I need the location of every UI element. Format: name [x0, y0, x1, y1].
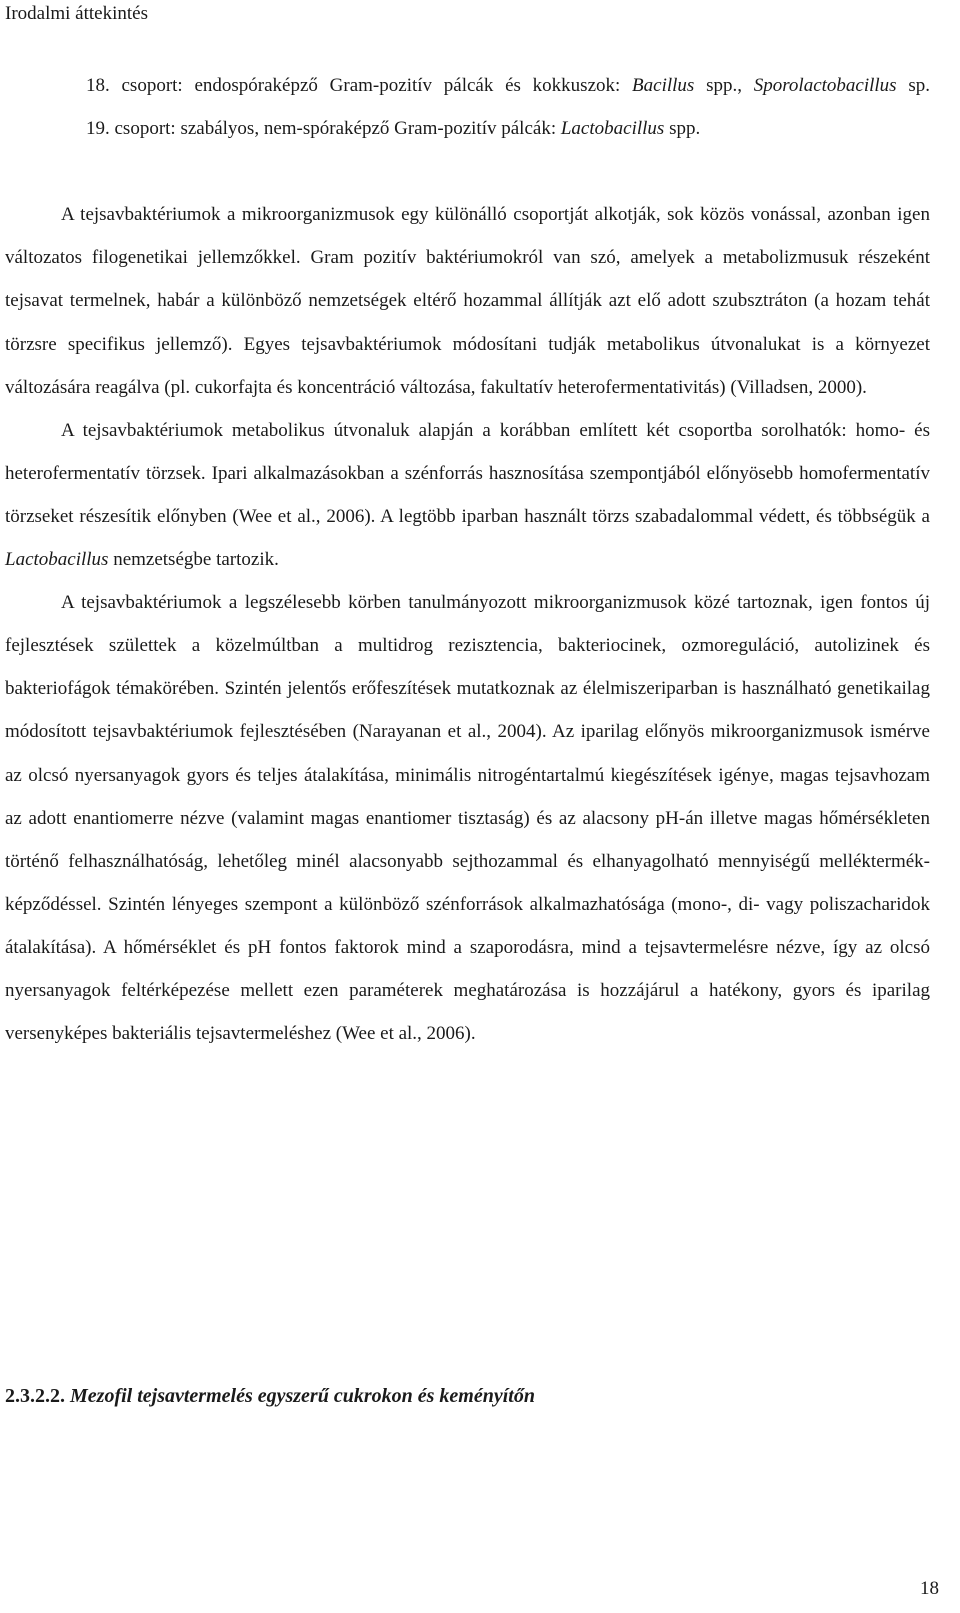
paragraph-1: A tejsavbaktériumok a mikroorganizmusok egy különálló csoportját alkotják, sok közös vonással, azonban igen változatos filogenetikai jellemzőkkel. Gram pozitív baktériumokról van szó, amelyek a metabolizmusuk részeként tejsavat termelnek, habár a különböző nemzetségek eltérő hozammal állítják azt elő adott szubsztráton (a hozam tehát törzsre specifikus jellemző). Egyes tejsavbaktériumok módosítani tudják metabolikus útvonalukat is a környezet változására reagálva (pl. cukorfajta és koncentráció változása, fakultatív heterofermentativitás) (Villadsen, 2000).	[5, 204, 930, 398]
page-body	[5, 64, 930, 1055]
list-item-19	[5, 107, 930, 150]
running-header: Irodalmi áttekintés	[5, 3, 148, 24]
page-number: 18	[920, 1578, 939, 1599]
genus-lactobacillus-inline: Lactobacillus	[5, 549, 109, 571]
list-item-19-suffix: spp.	[664, 118, 701, 140]
list-item-18-prefix: 18. csoport: endospóraképző Gram-pozitív pálcák és kokkuszok:	[86, 75, 633, 96]
list-item-18-suffix: sp.	[896, 75, 930, 96]
section-heading	[5, 1385, 535, 1408]
list-item-18-mid: spp.,	[694, 75, 754, 96]
paragraph-2-end: nemzetségbe tartozik.	[108, 549, 279, 571]
blank-line	[5, 150, 930, 193]
paragraph-2-text: A tejsavbaktériumok metabolikus útvonaluk alapján a korábban említett két csoportba sorolhatók: homo- és heterofermentatív törzsek. Ipari alkalmazásokban a szénforrás hasznosítása szempontjából előnyösebb homofermentatív törzseket részesítik előnyben (Wee et al., 2006). A legtöbb iparban használt törzs szabadalommal védett, és többségük a	[5, 419, 930, 527]
genus-bacillus: Bacillus	[632, 75, 695, 96]
list-item-18	[5, 64, 930, 107]
list-item-19-prefix: 19. csoport: szabályos, nem-spóraképző Gram-pozitív pálcák:	[86, 118, 561, 140]
genus-lactobacillus: Lactobacillus	[560, 118, 665, 140]
paragraph-2	[5, 409, 930, 581]
paragraph-3: A tejsavbaktériumok a legszélesebb körben tanulmányozott mikroorganizmusok közé tartoznak, igen fontos új fejlesztések születtek a közelmúltban a multidrog rezisztencia, bakteriocinek, ozmoreguláció, autolizinek és bakteriofágok témakörében. Szintén jelentős erőfeszítések mutatkoznak az élelmiszeriparban is használható genetikailag módosított tejsavbaktériumok fejlesztésében (Narayanan et al., 2004). Az iparilag előnyös mikroorganizmusok ismérve az olcsó nyersanyagok gyors és teljes átalakítása, minimális nitrogéntartalmú kiegészítések igénye, magas tejsavhozam az adott enantiomerre nézve (valamint magas enantiomer tisztaság) és az alacsony pH-án illetve magas hőmérsékleten történő felhasználhatóság, lehetőleg minél alacsonyabb sejthozammal és elhanyagolható mennyiségű melléktermék-képződéssel. Szintén lényeges szempont a különböző szénforrások alkalmazhatósága (mono-, di- vagy poliszacharidok átalakítása). A hőmérséklet és pH fontos faktorok mind a szaporodásra, mind a tejsavtermelésre nézve, így az olcsó nyersanyagok feltérképezése mellett ezen paraméterek meghatározása is hozzájárul a hatékony, gyors és iparilag versenyképes bakteriális tejsavtermeléshez (Wee et al., 2006).	[5, 592, 930, 1045]
section-number: 2.3.2.2.	[5, 1385, 65, 1407]
section-title: Mezofil tejsavtermelés egyszerű cukrokon és keményítőn	[70, 1385, 535, 1407]
genus-sporolactobacillus: Sporolactobacillus	[753, 75, 897, 96]
